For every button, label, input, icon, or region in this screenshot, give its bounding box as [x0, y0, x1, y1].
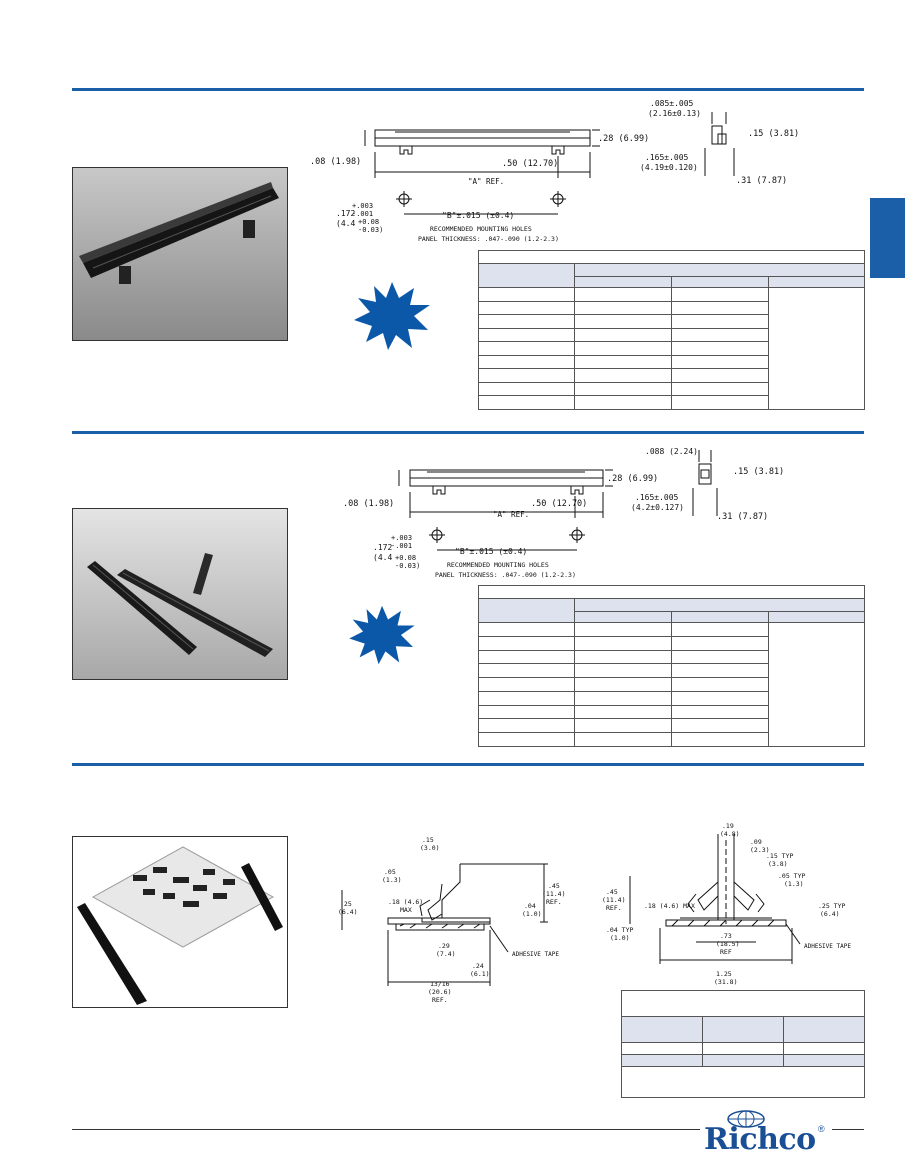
- spec-table-1: [478, 250, 865, 410]
- dim-label: (4.4: [336, 219, 356, 228]
- dim-label: RECOMMENDED MOUNTING HOLES: [447, 561, 549, 569]
- dim-label: (1.3): [784, 880, 804, 888]
- table-cell: [479, 678, 575, 692]
- table-cell: [575, 342, 672, 356]
- dim-label: .24: [472, 962, 484, 970]
- header-cell: [769, 277, 865, 288]
- dim-label: .15 (3.81): [748, 129, 800, 139]
- table-cell: [575, 719, 672, 733]
- dim-label: (7.4): [436, 950, 456, 958]
- dim-label: +.003: [391, 534, 413, 542]
- dim-label: 13/16: [430, 980, 450, 988]
- table-cell: [479, 328, 575, 342]
- table-cell: [769, 288, 865, 410]
- dim-label: (31.8): [714, 978, 738, 986]
- table-cell: [672, 623, 769, 637]
- header-cell: [784, 1017, 865, 1043]
- dim-label: +0.08: [395, 554, 417, 562]
- dim-label: .085±.005: [650, 99, 694, 108]
- dim-label: PANEL THICKNESS: .047-.090 (1.2-2.3): [418, 235, 559, 243]
- table-cell: [479, 733, 575, 747]
- section-rule-2: [72, 431, 864, 434]
- table-cell: [575, 664, 672, 678]
- technical-drawing-1: [300, 92, 865, 252]
- table-cell: [575, 396, 672, 410]
- header-cell: [769, 612, 865, 623]
- dim-label: .15 TYP: [766, 852, 794, 860]
- dim-label: 1.25: [716, 970, 732, 978]
- dim-label: (6.1): [470, 970, 490, 978]
- table-cell: [479, 382, 575, 396]
- dim-label: .45: [548, 882, 560, 890]
- footer-rule: [72, 1129, 700, 1130]
- dim-label: (6.4): [820, 910, 840, 918]
- header-cell: [622, 1017, 703, 1043]
- table-cell: [672, 328, 769, 342]
- dim-label: .04 TYP: [606, 926, 634, 934]
- table-cell: [672, 369, 769, 383]
- dim-label: .73: [720, 932, 732, 940]
- dim-label: ADHESIVE TAPE: [804, 943, 851, 950]
- spec-table-3: [621, 990, 865, 1098]
- table-cell: [479, 650, 575, 664]
- table-cell: [672, 691, 769, 705]
- table-cell: [672, 342, 769, 356]
- dim-label: (4.2±0.127): [631, 503, 684, 512]
- table-cell: [622, 1055, 703, 1067]
- registered-mark: ®: [818, 1124, 825, 1134]
- dim-label: .172: [336, 209, 356, 218]
- table-cell: [575, 315, 672, 329]
- header-cell: [479, 264, 575, 288]
- dim-label: .165±.005: [645, 153, 689, 162]
- dim-label: (1.0): [610, 934, 630, 942]
- product-photo-2: [72, 508, 288, 680]
- header-cell: [703, 1017, 784, 1043]
- dim-label: (1.3): [382, 876, 402, 884]
- table-cell: [479, 355, 575, 369]
- dim-label: .31 (7.87): [736, 176, 788, 186]
- dim-label: .172: [373, 543, 393, 552]
- table-cell: [575, 288, 672, 302]
- table-cell: [479, 396, 575, 410]
- table-cell: [575, 691, 672, 705]
- table-cell: [575, 733, 672, 747]
- header-cell: [575, 612, 672, 623]
- dim-label: .05: [384, 868, 396, 876]
- dim-label: (3.8): [768, 860, 788, 868]
- dim-label: (11.4): [602, 896, 626, 904]
- table-caption: [622, 991, 865, 1017]
- table-cell: [575, 678, 672, 692]
- dim-label: .28 (6.99): [607, 474, 659, 484]
- side-tab: [870, 198, 905, 278]
- dim-label: (2.3): [750, 846, 770, 854]
- dim-label: .19: [722, 822, 734, 830]
- dim-label: MAX: [400, 906, 412, 914]
- header-cell: [672, 612, 769, 623]
- table-cell: [479, 636, 575, 650]
- table-cell: [575, 636, 672, 650]
- table-cell: [703, 1055, 784, 1067]
- table-cell: [672, 382, 769, 396]
- dim-label: PANEL THICKNESS: .047-.090 (1.2-2.3): [435, 571, 576, 579]
- table-cell: [575, 301, 672, 315]
- dim-label: (20.6): [428, 988, 452, 996]
- header-cell: [575, 599, 865, 612]
- table-cell: [672, 636, 769, 650]
- dim-label: .09: [750, 838, 762, 846]
- dim-label: .25: [340, 900, 352, 908]
- starburst-badge-2: [342, 604, 422, 666]
- dim-label: (11.4): [542, 890, 566, 898]
- dim-label: +0.08: [358, 218, 380, 226]
- dim-label: .25 TYP: [818, 902, 846, 910]
- dim-label: (1.0): [522, 910, 542, 918]
- dim-label: "A" REF.: [468, 177, 505, 186]
- table-cell: [622, 1043, 703, 1055]
- table-cell: [672, 733, 769, 747]
- header-cell: [575, 277, 672, 288]
- dim-label: .05 TYP: [778, 872, 806, 880]
- table-cell: [672, 301, 769, 315]
- dim-label: .15 (3.81): [733, 467, 785, 477]
- cross-section-drawing-left: [330, 830, 575, 1010]
- richco-logo: [704, 1110, 830, 1160]
- dim-label: (6.4): [338, 908, 358, 916]
- table-cell: [479, 288, 575, 302]
- dim-label: .08 (1.98): [343, 499, 395, 509]
- table-cell: [575, 328, 672, 342]
- table-cell: [479, 342, 575, 356]
- table-cell: [575, 650, 672, 664]
- table-caption: [479, 586, 865, 599]
- dim-label: .18 (4.6): [388, 898, 424, 906]
- table-caption: [479, 251, 865, 264]
- brand-name: Richco: [704, 1122, 816, 1157]
- dim-label: .45: [606, 888, 618, 896]
- dim-label: .28 (6.99): [598, 134, 650, 144]
- section-rule-3: [72, 763, 864, 766]
- dim-label: +.003: [352, 202, 374, 210]
- dim-label: RECOMMENDED MOUNTING HOLES: [430, 225, 532, 233]
- table-cell: [479, 623, 575, 637]
- product-photo-1: [72, 167, 288, 341]
- dim-label: "B"±.015 (±0.4): [442, 211, 515, 220]
- table-cell: [672, 396, 769, 410]
- header-cell: [479, 599, 575, 623]
- table-cell: [672, 678, 769, 692]
- spec-table-2: [478, 585, 865, 747]
- dim-label: (18.5): [716, 940, 740, 948]
- table-cell: [672, 355, 769, 369]
- dim-label: .04: [524, 902, 536, 910]
- dim-label: (3.0): [420, 844, 440, 852]
- table-cell: [672, 288, 769, 302]
- dim-label: -0.03): [395, 562, 421, 570]
- table-cell: [479, 691, 575, 705]
- dim-label: .165±.005: [635, 493, 679, 502]
- dim-label: REF.: [432, 996, 448, 1004]
- dim-label: -.001: [391, 542, 413, 550]
- dim-label: ADHESIVE TAPE: [512, 951, 559, 958]
- table-cell: [672, 650, 769, 664]
- table-cell: [479, 369, 575, 383]
- dim-label: (4.4: [373, 553, 393, 562]
- table-cell: [479, 301, 575, 315]
- table-cell: [672, 705, 769, 719]
- dim-label: REF: [720, 948, 732, 956]
- dim-label: .15: [422, 836, 434, 844]
- dim-label: .18 (4.6) MAX: [644, 902, 695, 910]
- table-cell: [479, 315, 575, 329]
- dim-label: -0.03): [358, 226, 384, 234]
- table-cell: [575, 355, 672, 369]
- table-cell: [575, 382, 672, 396]
- dim-label: .088 (2.24): [645, 447, 698, 456]
- dim-label: .50 (12.70): [502, 159, 559, 169]
- table-cell: [575, 623, 672, 637]
- table-cell: [784, 1055, 865, 1067]
- table-cell: [703, 1043, 784, 1055]
- dim-label: "B"±.015 (±0.4): [455, 547, 528, 556]
- dim-label: "A" REF.: [493, 510, 530, 519]
- starburst-badge-1: [352, 280, 432, 352]
- dim-label: .31 (7.87): [717, 512, 769, 522]
- table-cell: [479, 705, 575, 719]
- dim-label: REF.: [546, 898, 562, 906]
- dim-label: .08 (1.98): [310, 157, 362, 167]
- table-cell: [479, 664, 575, 678]
- table-cell: [479, 719, 575, 733]
- header-cell: [575, 264, 865, 277]
- dim-label: (2.16±0.13): [648, 109, 701, 118]
- table-cell: [575, 369, 672, 383]
- header-cell: [672, 277, 769, 288]
- table-cell: [784, 1043, 865, 1055]
- dim-label: .50 (12.70): [531, 499, 588, 509]
- table-cell: [575, 705, 672, 719]
- dim-label: (4.19±0.120): [640, 163, 698, 172]
- product-photo-3: [72, 836, 288, 1008]
- table-cell: [769, 623, 865, 747]
- table-cell: [672, 719, 769, 733]
- dim-label: -.001: [352, 210, 374, 218]
- footer-rule: [832, 1129, 864, 1130]
- table-note: [622, 1067, 865, 1098]
- table-cell: [672, 315, 769, 329]
- dim-label: .29: [438, 942, 450, 950]
- dim-label: (4.8): [720, 830, 740, 838]
- section-rule-1: [72, 88, 864, 91]
- technical-drawing-2: [335, 440, 865, 585]
- cross-section-drawing-right: [600, 820, 865, 990]
- table-cell: [672, 664, 769, 678]
- dim-label: REF.: [606, 904, 622, 912]
